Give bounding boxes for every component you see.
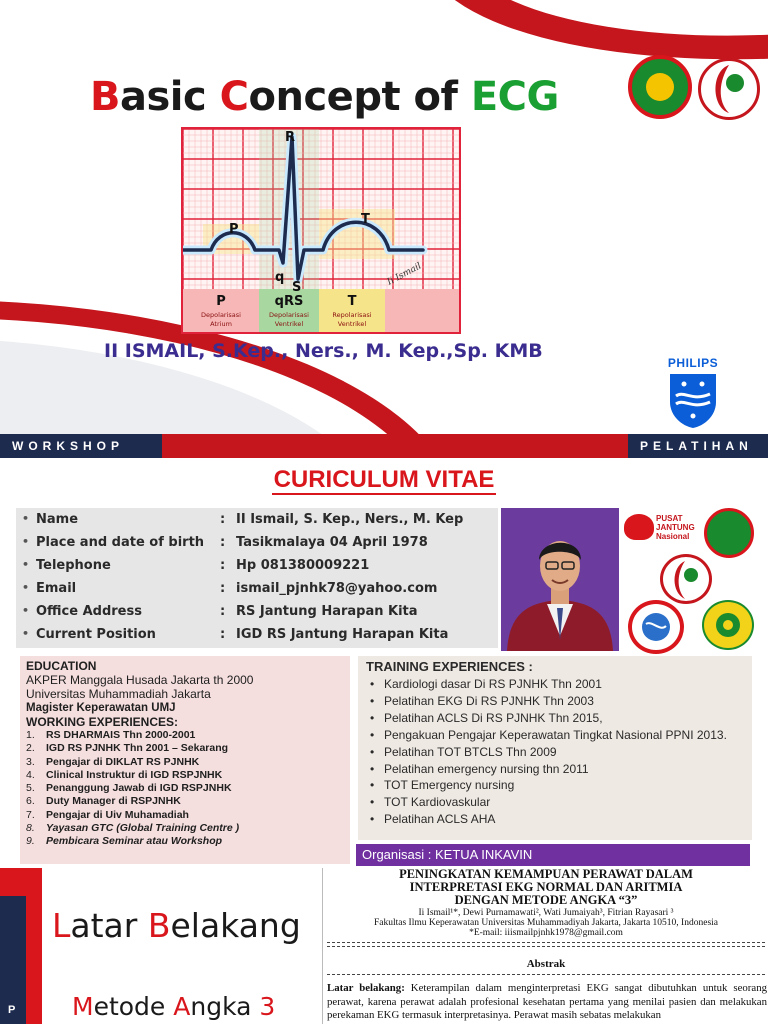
- education-heading: EDUCATION: [26, 659, 97, 673]
- work-text: Duty Manager di RSPJNHK: [46, 795, 181, 808]
- metode-title: [72, 992, 275, 1021]
- work-text: Pengajar di DIKLAT RS PJNHK: [46, 755, 200, 768]
- bio-value: RS Jantung Harapan Kita: [236, 604, 418, 619]
- work-item: [26, 756, 344, 769]
- wave-label-t: T: [361, 212, 370, 227]
- training-heading: TRAINING EXPERIENCES :: [366, 659, 533, 674]
- work-text: Yayasan GTC (Global Training Centre ): [46, 822, 240, 835]
- ppni-logo: [704, 508, 754, 558]
- segment-label: P: [216, 294, 226, 309]
- title-part: M: [72, 992, 94, 1021]
- education-panel: [20, 656, 350, 864]
- paper-title-line: DENGAN METODE ANGKA “3”: [454, 893, 638, 907]
- education-line: Universitas Muhammadiah Jakarta: [26, 687, 211, 701]
- education-magister: Magister Keperawatan UMJ: [26, 702, 176, 714]
- bio-value: II Ismail, S. Kep., Ners., M. Kep: [236, 512, 464, 527]
- work-text: Pengajar di Uiv Muhamadiah: [46, 808, 189, 821]
- bio-row: [16, 558, 498, 581]
- segment-label: Ventrikel: [337, 320, 367, 328]
- global-training-logo: [628, 600, 684, 654]
- bio-value: Tasikmalaya 04 April 1978: [236, 535, 428, 550]
- bio-label: Office Address: [36, 604, 142, 619]
- bio-row: [16, 581, 498, 604]
- wave-label-s: S: [292, 280, 302, 295]
- banner-workshop: WORKSHOP: [0, 434, 162, 458]
- journal-paper: [322, 868, 768, 1024]
- bio-table: [16, 508, 498, 648]
- divider: [327, 974, 765, 975]
- bio-label: Place and date of birth: [36, 535, 205, 550]
- pj-line: PUSAT: [656, 514, 683, 523]
- title-part: A: [173, 992, 191, 1021]
- segment-label: Depolarisasi: [201, 311, 241, 319]
- author-name: II ISMAIL, S.Kep., Ners., M. Kep.,Sp. KMB: [104, 340, 543, 362]
- heart-icon: [624, 514, 654, 540]
- work-number: 2.: [26, 742, 35, 755]
- inkavin-logo: [698, 58, 760, 120]
- training-item: • Pelatihan ACLS AHA: [366, 811, 744, 828]
- abstract-text: [327, 982, 767, 1023]
- divider: [327, 942, 765, 943]
- work-text: Pembicara Seminar atau Workshop: [46, 835, 223, 848]
- umj-emblem-icon: [704, 602, 752, 648]
- work-number: 4.: [26, 768, 35, 781]
- bio-colon: :: [220, 512, 226, 527]
- bio-colon: :: [220, 581, 226, 596]
- title-part: B: [147, 906, 171, 945]
- bio-row: [16, 604, 498, 627]
- paper-title-line: INTERPRETASI EKG NORMAL DAN ARITMIA: [409, 880, 683, 894]
- slide-latar-belakang: [0, 868, 768, 1024]
- title-part: atar: [70, 906, 148, 945]
- training-item: • Pelatihan EKG Di RS PJNHK Thn 2003: [366, 693, 744, 710]
- bio-colon: :: [220, 604, 226, 619]
- title-part: oncept of: [248, 74, 471, 120]
- work-item: [26, 742, 344, 755]
- bio-row: [16, 627, 498, 650]
- inkavin-logo-art: [701, 61, 757, 117]
- bullet-icon: •: [22, 627, 30, 640]
- bio-colon: :: [220, 535, 226, 550]
- work-item: [26, 835, 344, 848]
- banner-pelatihan: PELATIHAN: [628, 434, 768, 458]
- pj-line: JANTUNG: [656, 523, 695, 532]
- inkavin-logo-art: [663, 557, 709, 601]
- title-part: B: [90, 74, 120, 120]
- philips-wordmark: PHILIPS: [667, 356, 719, 370]
- title-part: etode: [93, 992, 174, 1021]
- segment-label: Atrium: [210, 320, 232, 328]
- work-number: 9.: [26, 835, 35, 848]
- paper-title-line: PENINGKATAN KEMAMPUAN PERAWAT DALAM: [399, 868, 693, 881]
- segment-label: Depolarisasi: [269, 311, 309, 319]
- work-item: [26, 822, 344, 835]
- wave-label-q: q: [275, 270, 285, 285]
- training-item: • Kardiologi dasar Di RS PJNHK Thn 2001: [366, 676, 744, 693]
- training-item: • Pelatihan emergency nursing thn 2011: [366, 761, 744, 778]
- title-part: C: [219, 74, 249, 120]
- bullet-icon: •: [22, 512, 30, 525]
- segment-label: T: [347, 294, 357, 309]
- bio-colon: :: [220, 558, 226, 573]
- work-item: [26, 809, 344, 822]
- work-list: [26, 729, 344, 849]
- bio-colon: :: [220, 627, 226, 642]
- work-text: Clinical Instruktur di IGD RSPJNHK: [46, 768, 223, 781]
- abstract-body: Keterampilan dalam menginterpretasi EKG sangat dibutuhkan untuk seorang perawat, karena perawat adalah profesional kesehatan pertama yang menilai pasien dan melakukan perekaman EKG termasuk interpretasinya. Perawat masih sebatas melakukan: [327, 982, 767, 1021]
- education-line: AKPER Manggala Husada Jakarta th 2000: [26, 673, 254, 687]
- work-heading: WORKING EXPERIENCES:: [26, 715, 179, 729]
- globe-icon: [632, 604, 680, 650]
- ecg-diagram-svg: [183, 129, 459, 332]
- cv-title: [0, 466, 768, 494]
- work-item: [26, 729, 344, 742]
- abstract-heading: Abstrak: [526, 958, 566, 970]
- training-item: • Pengakuan Pengajar Keperawatan Tingkat Nasional PPNI 2013.: [366, 727, 744, 744]
- title-part: L: [52, 906, 71, 945]
- person-portrait-icon: [501, 508, 619, 651]
- bullet-icon: •: [22, 558, 30, 571]
- work-number: 8.: [26, 822, 35, 835]
- title-part: ngka: [190, 992, 260, 1021]
- bio-label: Name: [36, 512, 79, 527]
- divider: [327, 946, 765, 947]
- bio-value: IGD RS Jantung Harapan Kita: [236, 627, 449, 642]
- training-item: • TOT Emergency nursing: [366, 777, 744, 794]
- title-part: ECG: [470, 74, 559, 120]
- bio-label: Current Position: [36, 627, 156, 642]
- segment-label: Ventrikel: [274, 320, 304, 328]
- abstract-label: Latar belakang:: [327, 982, 405, 994]
- pusat-jantung-logo: [624, 510, 694, 546]
- bio-label: Email: [36, 581, 77, 596]
- work-item: [26, 769, 344, 782]
- pusat-jantung-text: [656, 514, 695, 541]
- bullet-icon: •: [22, 535, 30, 548]
- title-part: elakang: [170, 906, 301, 945]
- bio-value: ismail_pjnhk78@yahoo.com: [236, 581, 438, 596]
- ppni-logo: [628, 55, 692, 119]
- bio-label: Telephone: [36, 558, 111, 573]
- title-part: 3: [259, 992, 276, 1021]
- training-list: [366, 676, 744, 828]
- pj-line: Nasional: [656, 532, 690, 541]
- work-number: 1.: [26, 729, 35, 741]
- slide-curriculum-vitae: [0, 458, 768, 868]
- work-number: 5.: [26, 782, 35, 795]
- work-text: IGD RS PJNHK Thn 2001 – Sekarang: [46, 742, 229, 755]
- inkavin-logo: [660, 554, 712, 604]
- segment-label: Repolarisasi: [332, 311, 372, 319]
- wave-label-p: P: [229, 222, 239, 237]
- work-number: 6.: [26, 795, 35, 808]
- wave-label-r: R: [285, 130, 296, 145]
- work-number: 3.: [26, 755, 35, 768]
- training-item: • TOT Kardiovaskular: [366, 794, 744, 811]
- organisasi-bar: Organisasi : KETUA INKAVIN: [356, 844, 750, 866]
- umj-logo: [702, 600, 754, 650]
- bio-row: [16, 512, 498, 535]
- work-item: [26, 795, 344, 808]
- paper-affiliation: Fakultas Ilmu Keperawatan Universitas Muhammadiyah Jakarta, Jakarta 10510, Indonesia: [373, 918, 718, 928]
- work-item: [26, 782, 344, 795]
- title-part: asic: [120, 74, 220, 120]
- work-text: Penanggung Jawab di IGD RSPJNHK: [46, 782, 232, 795]
- slide-ecg-title: [0, 0, 768, 458]
- segment-label: qRS: [274, 294, 304, 309]
- latar-belakang-title: [52, 906, 301, 945]
- slide-title: [90, 74, 559, 120]
- training-item: • Pelatihan TOT BTCLS Thn 2009: [366, 744, 744, 761]
- bio-row: [16, 535, 498, 558]
- paper-authors: Ii Ismail¹*, Dewi Purnamawati², Wati Jumaiyah³, Fitrian Rayasari ³: [418, 908, 674, 918]
- bio-value: Hp 081380009221: [236, 558, 370, 573]
- training-item: • Pelatihan ACLS Di RS PJNHK Thn 2015,: [366, 710, 744, 727]
- profile-photo: [501, 508, 619, 651]
- work-text: RS DHARMAIS Thn 2000-2001: [46, 729, 196, 741]
- philips-logo: [664, 356, 722, 430]
- stripe-letter: P: [8, 1004, 16, 1016]
- paper-email: *E-mail: iiismailpjnhk1978@gmail.com: [469, 928, 623, 938]
- work-number: 7.: [26, 808, 35, 821]
- bullet-icon: •: [22, 604, 30, 617]
- training-panel: [358, 656, 752, 840]
- signature: Ii Ismail: [385, 261, 424, 288]
- ecg-diagram: [181, 127, 461, 334]
- cv-title-text: CURICULUM VITAE: [273, 466, 495, 493]
- bullet-icon: •: [22, 581, 30, 594]
